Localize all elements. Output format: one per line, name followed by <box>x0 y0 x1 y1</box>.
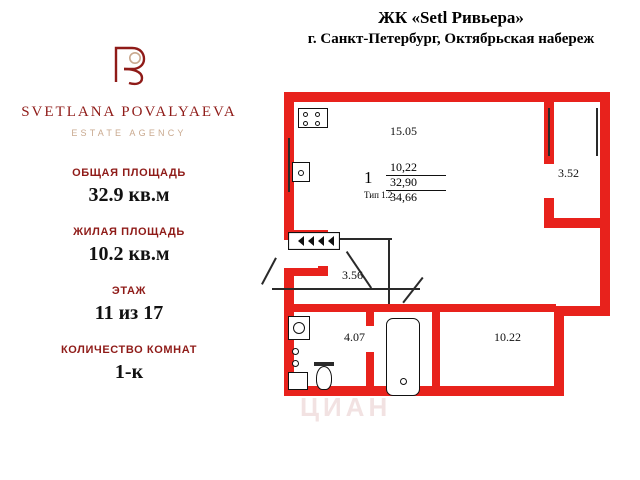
hall-outline-right <box>388 238 390 304</box>
stair-arrows-icon <box>288 232 340 250</box>
spec-value: 1-к <box>114 361 144 383</box>
stove-burner-icon <box>315 121 320 126</box>
spec-value: 10.2 кв.м <box>88 243 170 265</box>
spec-label: ОБЩАЯ ПЛОЩАДЬ <box>72 167 186 179</box>
wall-room-top <box>374 304 440 312</box>
room-label-room: 10.22 <box>494 330 521 344</box>
spec-living-area <box>0 226 258 266</box>
wall-top <box>284 92 542 102</box>
balcony-glazing-2 <box>596 108 598 156</box>
door-gap-balcony <box>544 164 555 198</box>
brand-subtitle: ESTATE AGENCY <box>71 128 187 138</box>
complex-address: г. Санкт-Петербург, Октябрьская набереж <box>307 31 595 47</box>
room-label-hall: 3.56 <box>342 268 363 282</box>
spec-total-area <box>0 167 258 207</box>
room-label-kitchen: 15.05 <box>390 124 417 138</box>
brand-name: SVETLANA POVALYAEVA <box>21 104 237 120</box>
spec-value: 32.9 кв.м <box>88 184 170 206</box>
window-kitchen <box>288 138 290 192</box>
room-label-balcony: 3.52 <box>558 166 579 180</box>
apartment-spec-stamp <box>364 160 446 212</box>
balcony-glazing-1 <box>548 108 550 156</box>
spec-living-value: 10,22 <box>390 160 417 174</box>
stove-burner-icon <box>303 112 308 117</box>
spec-label: ЭТАЖ <box>111 285 147 297</box>
info-panel <box>0 0 258 480</box>
spec-floor <box>0 285 258 325</box>
hall-outline-left <box>261 257 276 284</box>
pipe-riser-icon <box>292 360 299 367</box>
wall-right-column <box>600 92 610 316</box>
toilet-icon <box>316 366 332 390</box>
spec-label: КОЛИЧЕСТВО КОМНАТ <box>60 344 198 356</box>
spec-type-label: Тип 1.2 <box>364 190 393 200</box>
complex-name: ЖК «Setl Ривьера» <box>378 8 524 27</box>
wall-hall-left-stub <box>284 268 328 276</box>
washer-drum-icon <box>293 322 305 334</box>
plan-title <box>262 8 640 48</box>
hall-outline-diag2 <box>402 277 423 303</box>
spec-total-value: 32,90 <box>390 175 417 189</box>
bathtub-drain-icon <box>400 378 407 385</box>
toilet-tank <box>314 362 334 366</box>
wall-balcony-bottom <box>544 218 602 228</box>
spec-value: 11 из 17 <box>94 302 164 324</box>
room-label-bathroom: 4.07 <box>344 330 365 344</box>
spec-room-count <box>0 344 258 384</box>
monogram-logo-icon <box>102 38 156 92</box>
pipe-riser-icon <box>292 348 299 355</box>
wall-bottom-right <box>554 316 564 396</box>
hall-outline-bottom <box>272 288 420 290</box>
spec-label: ЖИЛАЯ ПЛОЩАДЬ <box>73 226 185 238</box>
wall-bath-top <box>284 304 374 312</box>
stove-burner-icon <box>303 121 308 126</box>
wall-room-left <box>432 304 440 396</box>
bath-sink-icon <box>288 372 308 390</box>
watermark: ЦИАН <box>300 392 392 422</box>
wall-room-top-right <box>440 304 556 312</box>
spec-total-balcony-value: 34,66 <box>390 190 417 204</box>
sink-drain-icon <box>298 170 304 176</box>
spec-room-count-value: 1 <box>364 168 373 187</box>
stove-burner-icon <box>315 112 320 117</box>
door-gap-bath <box>366 326 375 352</box>
